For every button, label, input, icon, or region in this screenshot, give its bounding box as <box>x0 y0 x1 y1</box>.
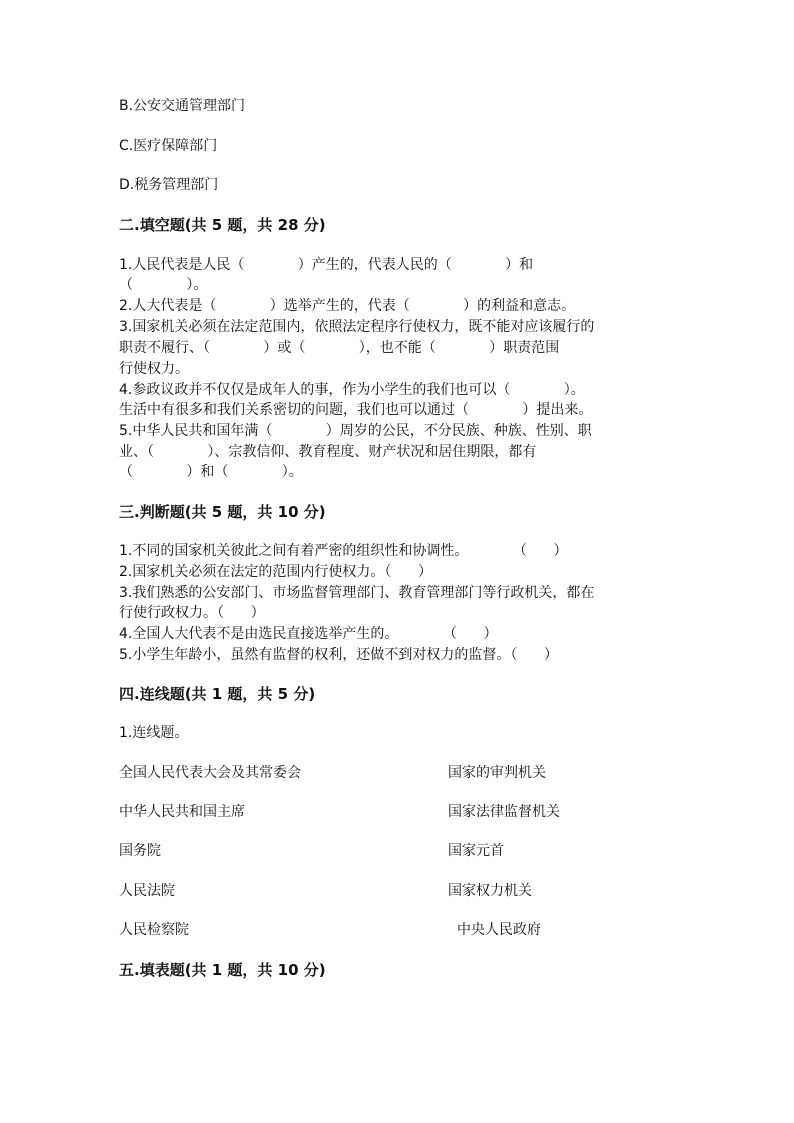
matching-left-item: 中华人民共和国主席 <box>119 804 245 820</box>
fill-blank-line: 3.国家机关必须在法定范围内，依照法定程序行使权力，既不能对应该履行的 <box>119 319 595 335</box>
true-false-line: 2.国家机关必须在法定的范围内行使权力。（ ） <box>119 564 433 580</box>
true-false-line: 3.我们熟悉的公安部门、市场监督管理部门、教育管理部门等行政机关，都在 <box>119 585 595 601</box>
matching-left-item: 人民法院 <box>119 883 175 899</box>
matching-right-item: 国家权力机关 <box>448 883 532 899</box>
section-heading-true-false: 三.判断题(共 5 题，共 10 分) <box>119 503 326 521</box>
true-false-line: 4.全国人大代表不是由选民直接选举产生的。 （ ） <box>119 626 498 642</box>
matching-right-item: 国家法律监督机关 <box>448 804 560 820</box>
fill-blank-line: 1.人民代表是人民（ ）产生的，代表人民的（ ）和 <box>119 257 534 273</box>
fill-blank-line: 5.中华人民共和国年满（ ）周岁的公民，不分民族、种族、性别、职 <box>119 423 592 439</box>
matching-right-item: 中央人民政府 <box>457 922 541 938</box>
fill-blank-line: 职责不履行、（ ）或（ ），也不能（ ）职责范围 <box>119 340 560 356</box>
fill-blank-line: 4.参政议政并不仅仅是成年人的事，作为小学生的我们也可以（ ）。 <box>119 382 585 398</box>
matching-right-item: 国家的审判机关 <box>448 765 546 781</box>
true-false-line: 1.不同的国家机关彼此之间有着严密的组织性和协调性。 （ ） <box>119 543 568 559</box>
fill-blank-line: （ ）。 <box>119 277 208 293</box>
matching-intro: 1.连线题。 <box>119 725 189 741</box>
matching-left-item: 国务院 <box>119 843 161 859</box>
choice-option-c: C.医疗保障部门 <box>119 138 218 154</box>
section-heading-matching: 四.连线题(共 1 题，共 5 分) <box>119 685 316 703</box>
fill-blank-line: 2.人大代表是（ ）选举产生的，代表（ ）的利益和意志。 <box>119 298 576 314</box>
fill-blank-line: 行使权力。 <box>119 361 189 377</box>
choice-option-d: D.税务管理部门 <box>119 177 219 193</box>
fill-blank-line: 业、（ ）、宗教信仰、教育程度、财产状况和居住期限，都有 <box>119 444 537 460</box>
choice-option-b: B.公安交通管理部门 <box>119 98 246 114</box>
true-false-line: 行使行政权力。（ ） <box>119 605 265 621</box>
matching-left-item: 全国人民代表大会及其常委会 <box>119 765 301 781</box>
matching-right-item: 国家元首 <box>448 843 504 859</box>
true-false-line: 5.小学生年龄小，虽然有监督的权利，还做不到对权力的监督。（ ） <box>119 647 559 663</box>
section-heading-fill-blank: 二.填空题(共 5 题，共 28 分) <box>119 216 326 234</box>
section-heading-fill-table: 五.填表题(共 1 题，共 10 分) <box>119 961 326 979</box>
fill-blank-line: （ ）和（ ）。 <box>119 464 303 480</box>
fill-blank-line: 生活中有很多和我们关系密切的问题，我们也可以通过（ ）提出来。 <box>119 402 593 418</box>
matching-left-item: 人民检察院 <box>119 922 189 938</box>
